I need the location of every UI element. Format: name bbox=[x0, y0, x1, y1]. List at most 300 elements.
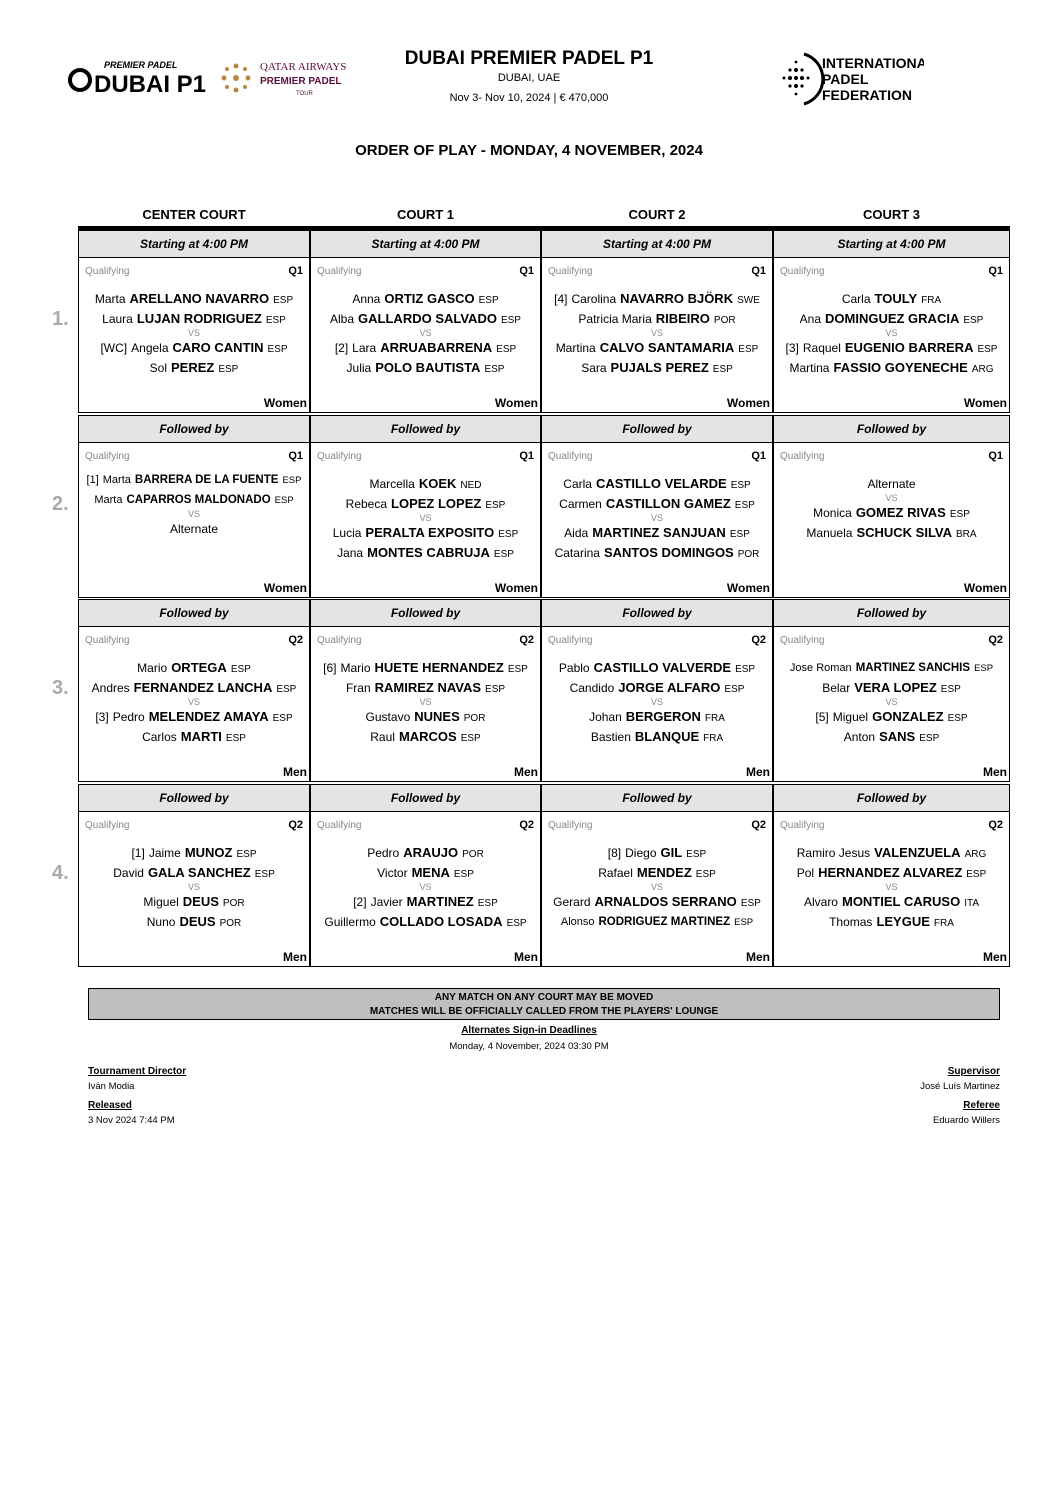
logo-fip-line3: FEDERATION bbox=[822, 87, 912, 103]
player-first-name: Diego bbox=[625, 846, 657, 860]
logo-left-top: PREMIER PADEL bbox=[104, 60, 178, 70]
player-last-name: NAVARRO BJÖRK bbox=[620, 291, 734, 306]
player-country: ESP bbox=[949, 509, 970, 520]
player-line bbox=[774, 523, 1009, 543]
player-first-name: Catarina bbox=[554, 546, 600, 560]
player-first-name: Victor bbox=[377, 866, 408, 880]
player-line bbox=[79, 658, 309, 678]
player-first-name: Javier bbox=[370, 895, 403, 909]
supervisor-name: José Luís Martinez bbox=[920, 1081, 1000, 1092]
player-first-name: Andres bbox=[91, 681, 130, 695]
match-cell bbox=[773, 812, 1010, 967]
vs-label: VS bbox=[419, 882, 432, 892]
gender-label: Women bbox=[494, 581, 538, 595]
logo-fip-line1: INTERNATIONAL bbox=[822, 55, 924, 71]
draw-type-label: Qualifying bbox=[85, 451, 130, 462]
gender-label: Men bbox=[746, 950, 770, 964]
player-seed: [4] bbox=[554, 292, 568, 306]
player-line bbox=[774, 678, 1009, 698]
player-seed: [1] bbox=[86, 474, 99, 486]
player-country: ESP bbox=[919, 733, 940, 744]
player-first-name: Monica bbox=[813, 506, 852, 520]
player-line bbox=[774, 309, 1009, 329]
followed-by-bar: Followed by bbox=[773, 784, 1010, 812]
gender-label: Women bbox=[263, 581, 307, 595]
vs-label: VS bbox=[885, 697, 898, 707]
player-last-name: ARRUABARRENA bbox=[380, 340, 493, 355]
player-country: ESP bbox=[506, 918, 527, 929]
player-country: ESP bbox=[712, 364, 733, 375]
player-line bbox=[542, 658, 772, 678]
player-line bbox=[774, 912, 1009, 932]
player-first-name: Marcella bbox=[369, 477, 415, 491]
gender-label: Men bbox=[514, 765, 538, 779]
gender-label: Men bbox=[746, 765, 770, 779]
player-country: ESP bbox=[740, 898, 761, 909]
draw-type-label: Qualifying bbox=[85, 266, 130, 277]
notice-line-1: ANY MATCH ON ANY COURT MAY BE MOVED bbox=[434, 992, 654, 1003]
player-last-name: CASTILLO VALVERDE bbox=[593, 660, 732, 675]
player-country: FRA bbox=[921, 295, 942, 306]
round-label: Q1 bbox=[751, 265, 766, 277]
match-cell bbox=[541, 258, 773, 413]
player-line bbox=[542, 289, 772, 309]
vs-label: VS bbox=[419, 697, 432, 707]
player-last-name: CALVO SANTAMARIA bbox=[599, 340, 735, 355]
row-number: 3. bbox=[52, 677, 69, 699]
player-last-name: CASTILLO VELARDE bbox=[595, 476, 727, 491]
vs-label: VS bbox=[419, 513, 432, 523]
player-first-name: Guillermo bbox=[324, 915, 376, 929]
player-last-name: LUJAN RODRIGUEZ bbox=[136, 311, 262, 326]
gender-label: Women bbox=[494, 396, 538, 410]
player-line bbox=[542, 338, 772, 358]
international-padel-federation-logo bbox=[774, 48, 924, 108]
player-country: ARG bbox=[964, 849, 987, 860]
draw-type-label: Qualifying bbox=[317, 266, 362, 277]
player-line bbox=[774, 892, 1009, 912]
player-first-name: Anna bbox=[352, 292, 381, 306]
player-line bbox=[311, 309, 540, 329]
player-last-name: GALLARDO SALVADO bbox=[358, 311, 497, 326]
logo-qatar-bottom: TOUR bbox=[296, 91, 313, 97]
player-last-name: MONTIEL CARUSO bbox=[841, 894, 961, 909]
player-first-name: Sol bbox=[149, 361, 167, 375]
player-last-name: DEUS bbox=[182, 894, 219, 909]
order-of-play-title: ORDER OF PLAY - MONDAY, 4 NOVEMBER, 2024 bbox=[355, 142, 703, 159]
gender-label: Men bbox=[983, 765, 1007, 779]
draw-type-label: Qualifying bbox=[317, 451, 362, 462]
player-line bbox=[311, 678, 540, 698]
player-country: ESP bbox=[738, 344, 759, 355]
player-country: ESP bbox=[977, 344, 998, 355]
player-last-name: POLO BAUTISTA bbox=[375, 360, 481, 375]
vs-label: VS bbox=[187, 328, 200, 338]
player-first-name: Carla bbox=[841, 292, 871, 306]
player-last-name: MARTINEZ SANJUAN bbox=[592, 525, 726, 540]
player-last-name: BLANQUE bbox=[634, 729, 700, 744]
player-line bbox=[542, 843, 772, 863]
court-header: COURT 1 bbox=[396, 207, 455, 222]
player-first-name: Alvaro bbox=[803, 895, 838, 909]
round-label: Q2 bbox=[988, 819, 1003, 831]
round-label: Q2 bbox=[519, 634, 534, 646]
player-first-name: Pedro bbox=[112, 710, 145, 724]
start-time-bar: Starting at 4:00 PM bbox=[310, 230, 541, 258]
vs-label: VS bbox=[650, 328, 663, 338]
players-block bbox=[774, 474, 1009, 543]
player-line bbox=[79, 843, 309, 863]
player-country: ESP bbox=[940, 684, 961, 695]
player-last-name: MARTINEZ bbox=[406, 894, 474, 909]
row-number: 2. bbox=[52, 493, 69, 515]
draw-type-label: Qualifying bbox=[548, 635, 593, 646]
player-first-name: Martina bbox=[789, 361, 830, 375]
player-last-name: SCHUCK SILVA bbox=[856, 525, 953, 540]
player-country: ESP bbox=[730, 480, 751, 491]
player-first-name: Miguel bbox=[143, 895, 179, 909]
player-last-name: PUJALS PEREZ bbox=[610, 360, 709, 375]
player-country: ITA bbox=[964, 898, 980, 909]
player-line bbox=[774, 658, 1009, 678]
player-first-name: Jana bbox=[337, 546, 364, 560]
logo-qatar-mid: PREMIER PADEL bbox=[260, 76, 342, 87]
player-country: FRA bbox=[703, 733, 724, 744]
match-cell bbox=[773, 627, 1010, 782]
vs-label: VS bbox=[885, 328, 898, 338]
player-country: ESP bbox=[493, 549, 514, 560]
player-last-name: CARO CANTIN bbox=[172, 340, 264, 355]
player-country: POR bbox=[737, 549, 760, 560]
player-country: ESP bbox=[507, 664, 528, 675]
player-line bbox=[79, 727, 309, 747]
followed-by-bar: Followed by bbox=[78, 599, 310, 627]
player-seed: [2] bbox=[353, 895, 367, 909]
player-first-name: Marta bbox=[94, 494, 123, 506]
player-country: ESP bbox=[963, 315, 984, 326]
released-value: 3 Nov 2024 7:44 PM bbox=[88, 1115, 175, 1126]
vs-label: VS bbox=[885, 493, 898, 503]
player-last-name: KOEK bbox=[418, 476, 457, 491]
player-line bbox=[79, 678, 309, 698]
notice-line-2: MATCHES WILL BE OFFICIALLY CALLED FROM THE PLAYERS' LOUNGE bbox=[369, 1006, 719, 1017]
player-line bbox=[311, 543, 540, 563]
player-line bbox=[774, 707, 1009, 727]
director-label: Tournament Director bbox=[88, 1066, 187, 1077]
player-last-name: PERALTA EXPOSITO bbox=[365, 525, 495, 540]
match-cell bbox=[78, 258, 310, 413]
player-line bbox=[542, 727, 772, 747]
players-block bbox=[311, 289, 540, 378]
player-country: ESP bbox=[273, 295, 294, 306]
player-last-name: MARTINEZ SANCHIS bbox=[855, 662, 971, 674]
player-first-name: Belar bbox=[822, 681, 851, 695]
player-last-name: CASTILLON GAMEZ bbox=[605, 496, 731, 511]
vs-label: VS bbox=[187, 509, 200, 519]
player-country: ESP bbox=[735, 664, 756, 675]
player-first-name: Pedro bbox=[367, 846, 400, 860]
player-line bbox=[311, 523, 540, 543]
vs-label: VS bbox=[187, 882, 200, 892]
player-line bbox=[311, 338, 540, 358]
player-first-name: Miguel bbox=[832, 710, 869, 724]
player-line bbox=[79, 490, 309, 510]
followed-by-bar: Followed by bbox=[541, 415, 773, 443]
player-seed: [3] bbox=[785, 341, 799, 355]
player-first-name: Marta bbox=[102, 474, 131, 486]
player-line bbox=[311, 863, 540, 883]
followed-by-bar: Followed by bbox=[78, 784, 310, 812]
round-label: Q2 bbox=[751, 634, 766, 646]
draw-type-label: Qualifying bbox=[317, 635, 362, 646]
player-last-name: ORTIZ GASCO bbox=[384, 291, 475, 306]
player-last-name: DOMINGUEZ GRACIA bbox=[825, 311, 960, 326]
player-first-name: Raquel bbox=[802, 341, 841, 355]
player-first-name: Carla bbox=[563, 477, 592, 491]
player-first-name: Alba bbox=[330, 312, 355, 326]
player-line bbox=[542, 543, 772, 563]
player-last-name: MUNOZ bbox=[184, 845, 233, 860]
player-first-name: Candido bbox=[569, 681, 615, 695]
player-first-name: Gustavo bbox=[365, 710, 411, 724]
player-seed: [5] bbox=[815, 710, 829, 724]
players-block bbox=[774, 658, 1009, 747]
player-country: ESP bbox=[254, 869, 275, 880]
vs-label: VS bbox=[419, 328, 432, 338]
player-first-name: Laura bbox=[102, 312, 133, 326]
player-first-name: Manuela bbox=[806, 526, 853, 540]
player-last-name: MENDEZ bbox=[636, 865, 692, 880]
gender-label: Women bbox=[726, 581, 770, 595]
player-last-name: VERA LOPEZ bbox=[854, 680, 937, 695]
player-seed: [1] bbox=[131, 846, 145, 860]
start-time-bar: Starting at 4:00 PM bbox=[78, 230, 310, 258]
followed-by-bar: Followed by bbox=[773, 415, 1010, 443]
referee-label: Referee bbox=[963, 1100, 1000, 1111]
round-label: Q1 bbox=[288, 265, 303, 277]
player-last-name: TOULY bbox=[874, 291, 918, 306]
players-block bbox=[311, 843, 540, 932]
player-line bbox=[311, 707, 540, 727]
player-country: ESP bbox=[265, 315, 286, 326]
players-block bbox=[542, 843, 772, 932]
player-line bbox=[542, 707, 772, 727]
player-line bbox=[542, 678, 772, 698]
player-last-name: CAPARROS MALDONADO bbox=[126, 494, 271, 506]
round-label: Q2 bbox=[288, 634, 303, 646]
player-last-name: RODRIGUEZ MARTINEZ bbox=[598, 916, 731, 928]
player-country: ESP bbox=[500, 315, 521, 326]
player-seed: [3] bbox=[95, 710, 109, 724]
gender-label: Women bbox=[963, 581, 1007, 595]
tournament-city: DUBAI, UAE bbox=[497, 72, 561, 84]
player-first-name: Patricia Maria bbox=[578, 312, 652, 326]
round-label: Q1 bbox=[519, 265, 534, 277]
draw-type-label: Qualifying bbox=[85, 820, 130, 831]
match-cell bbox=[78, 627, 310, 782]
player-last-name: ARNALDOS SERRANO bbox=[594, 894, 737, 909]
player-line bbox=[774, 289, 1009, 309]
logo-qatar-top: QATAR AIRWAYS bbox=[260, 61, 347, 73]
vs-label: VS bbox=[650, 882, 663, 892]
gender-label: Men bbox=[514, 950, 538, 964]
players-block bbox=[542, 289, 772, 378]
player-country: ESP bbox=[460, 733, 481, 744]
player-country: ESP bbox=[274, 495, 294, 506]
player-line bbox=[79, 338, 309, 358]
player-last-name: MARCOS bbox=[398, 729, 457, 744]
player-line bbox=[542, 523, 772, 543]
player-country: ESP bbox=[453, 869, 474, 880]
player-line bbox=[79, 912, 309, 932]
gender-label: Men bbox=[283, 950, 307, 964]
tournament-dates: Nov 3- Nov 10, 2024 | € 470,000 bbox=[449, 92, 609, 104]
player-country: ESP bbox=[282, 475, 302, 486]
player-seed: [2] bbox=[334, 341, 349, 355]
player-last-name: COLLADO LOSADA bbox=[379, 914, 503, 929]
player-country: POR bbox=[222, 898, 245, 909]
player-country: ESP bbox=[695, 869, 716, 880]
premier-padel-dubai-logo bbox=[66, 54, 216, 102]
start-time-bar: Starting at 4:00 PM bbox=[773, 230, 1010, 258]
player-country: ESP bbox=[724, 684, 745, 695]
alternates-title: Alternates Sign-in Deadlines bbox=[461, 1025, 597, 1036]
player-line bbox=[79, 309, 309, 329]
player-last-name: MENA bbox=[411, 865, 450, 880]
player-country: ESP bbox=[236, 849, 257, 860]
match-cell bbox=[541, 812, 773, 967]
player-first-name: Alonso bbox=[560, 916, 595, 928]
player-country: ESP bbox=[485, 684, 506, 695]
player-last-name: NUNES bbox=[414, 709, 460, 724]
player-last-name: JORGE ALFARO bbox=[618, 680, 721, 695]
gender-label: Women bbox=[726, 396, 770, 410]
draw-type-label: Qualifying bbox=[548, 820, 593, 831]
player-line bbox=[79, 358, 309, 378]
released-label: Released bbox=[88, 1100, 132, 1111]
gender-label: Women bbox=[963, 396, 1007, 410]
gender-label: Women bbox=[263, 396, 307, 410]
player-country: ESP bbox=[729, 529, 750, 540]
player-last-name: FASSIO GOYENECHE bbox=[833, 360, 968, 375]
player-first-name: Bastien bbox=[590, 730, 631, 744]
round-label: Q2 bbox=[519, 819, 534, 831]
alternates-deadline: Monday, 4 November, 2024 03:30 PM bbox=[449, 1041, 609, 1052]
player-first-name: Pablo bbox=[558, 661, 590, 675]
player-line bbox=[79, 892, 309, 912]
draw-type-label: Qualifying bbox=[780, 451, 825, 462]
match-cell bbox=[773, 258, 1010, 413]
logo-fip-line2: PADEL bbox=[822, 71, 869, 87]
player-country: FRA bbox=[933, 918, 954, 929]
player-line bbox=[774, 338, 1009, 358]
notice-box bbox=[88, 988, 1000, 1020]
players-block bbox=[542, 474, 772, 563]
player-country: ESP bbox=[267, 344, 288, 355]
draw-type-label: Qualifying bbox=[317, 820, 362, 831]
player-country: POR bbox=[713, 315, 736, 326]
player-line bbox=[774, 358, 1009, 378]
logo-left-main: DUBAI P1 bbox=[94, 71, 207, 98]
player-first-name: Thomas bbox=[829, 915, 873, 929]
draw-type-label: Qualifying bbox=[780, 266, 825, 277]
court-header: COURT 2 bbox=[628, 207, 686, 222]
match-cell bbox=[773, 443, 1010, 598]
player-last-name: MELENDEZ AMAYA bbox=[148, 709, 269, 724]
round-label: Q2 bbox=[288, 819, 303, 831]
player-first-name: Marta bbox=[94, 292, 126, 306]
player-line bbox=[542, 358, 772, 378]
player-country: ESP bbox=[478, 295, 499, 306]
match-cell bbox=[78, 443, 310, 598]
player-first-name: Raul bbox=[370, 730, 395, 744]
draw-type-label: Qualifying bbox=[780, 635, 825, 646]
director-name: Iván Modia bbox=[88, 1081, 135, 1092]
draw-type-label: Qualifying bbox=[548, 266, 593, 277]
player-last-name: LOPEZ LOPEZ bbox=[391, 496, 482, 511]
player-first-name: Lucia bbox=[332, 526, 362, 540]
player-line bbox=[79, 289, 309, 309]
round-label: Q1 bbox=[988, 265, 1003, 277]
alternate-label: Alternate bbox=[867, 477, 916, 491]
player-line bbox=[774, 727, 1009, 747]
player-line bbox=[311, 358, 540, 378]
player-first-name: Jaime bbox=[148, 846, 181, 860]
player-country: ARG bbox=[971, 364, 994, 375]
followed-by-bar: Followed by bbox=[310, 599, 541, 627]
draw-type-label: Qualifying bbox=[780, 820, 825, 831]
player-first-name: Julia bbox=[346, 361, 372, 375]
round-label: Q2 bbox=[751, 819, 766, 831]
player-line bbox=[311, 843, 540, 863]
player-first-name: Gerard bbox=[553, 895, 591, 909]
player-country: ESP bbox=[734, 500, 755, 511]
players-block bbox=[311, 658, 540, 747]
match-cell bbox=[541, 627, 773, 782]
player-first-name: Carmen bbox=[559, 497, 602, 511]
player-first-name: Fran bbox=[345, 681, 371, 695]
player-country: ESP bbox=[484, 364, 505, 375]
player-last-name: MONTES CABRUJA bbox=[367, 545, 490, 560]
players-block bbox=[79, 843, 309, 932]
player-last-name: VALENZUELA bbox=[874, 845, 961, 860]
player-country: ESP bbox=[225, 733, 246, 744]
players-block bbox=[542, 658, 772, 747]
player-country: ESP bbox=[734, 917, 754, 928]
player-country: POR bbox=[462, 849, 484, 860]
player-country: ESP bbox=[498, 529, 519, 540]
order-of-play-grid bbox=[78, 204, 1010, 968]
round-label: Q1 bbox=[288, 450, 303, 462]
player-last-name: EUGENIO BARRERA bbox=[844, 340, 974, 355]
draw-type-label: Qualifying bbox=[548, 451, 593, 462]
player-first-name: Jose Roman bbox=[789, 662, 852, 674]
vs-label: VS bbox=[885, 882, 898, 892]
row-number: 1. bbox=[52, 308, 69, 330]
draw-type-label: Qualifying bbox=[85, 635, 130, 646]
player-line bbox=[311, 289, 540, 309]
match-cell bbox=[310, 812, 541, 967]
player-seed: [WC] bbox=[100, 341, 128, 355]
row-number: 4. bbox=[52, 862, 69, 884]
player-first-name: Ana bbox=[799, 312, 821, 326]
players-block bbox=[79, 289, 309, 378]
player-line bbox=[311, 658, 540, 678]
vs-label: VS bbox=[650, 513, 663, 523]
player-last-name: ARAUJO bbox=[403, 845, 459, 860]
player-first-name: David bbox=[113, 866, 144, 880]
player-last-name: LEYGUE bbox=[876, 914, 930, 929]
